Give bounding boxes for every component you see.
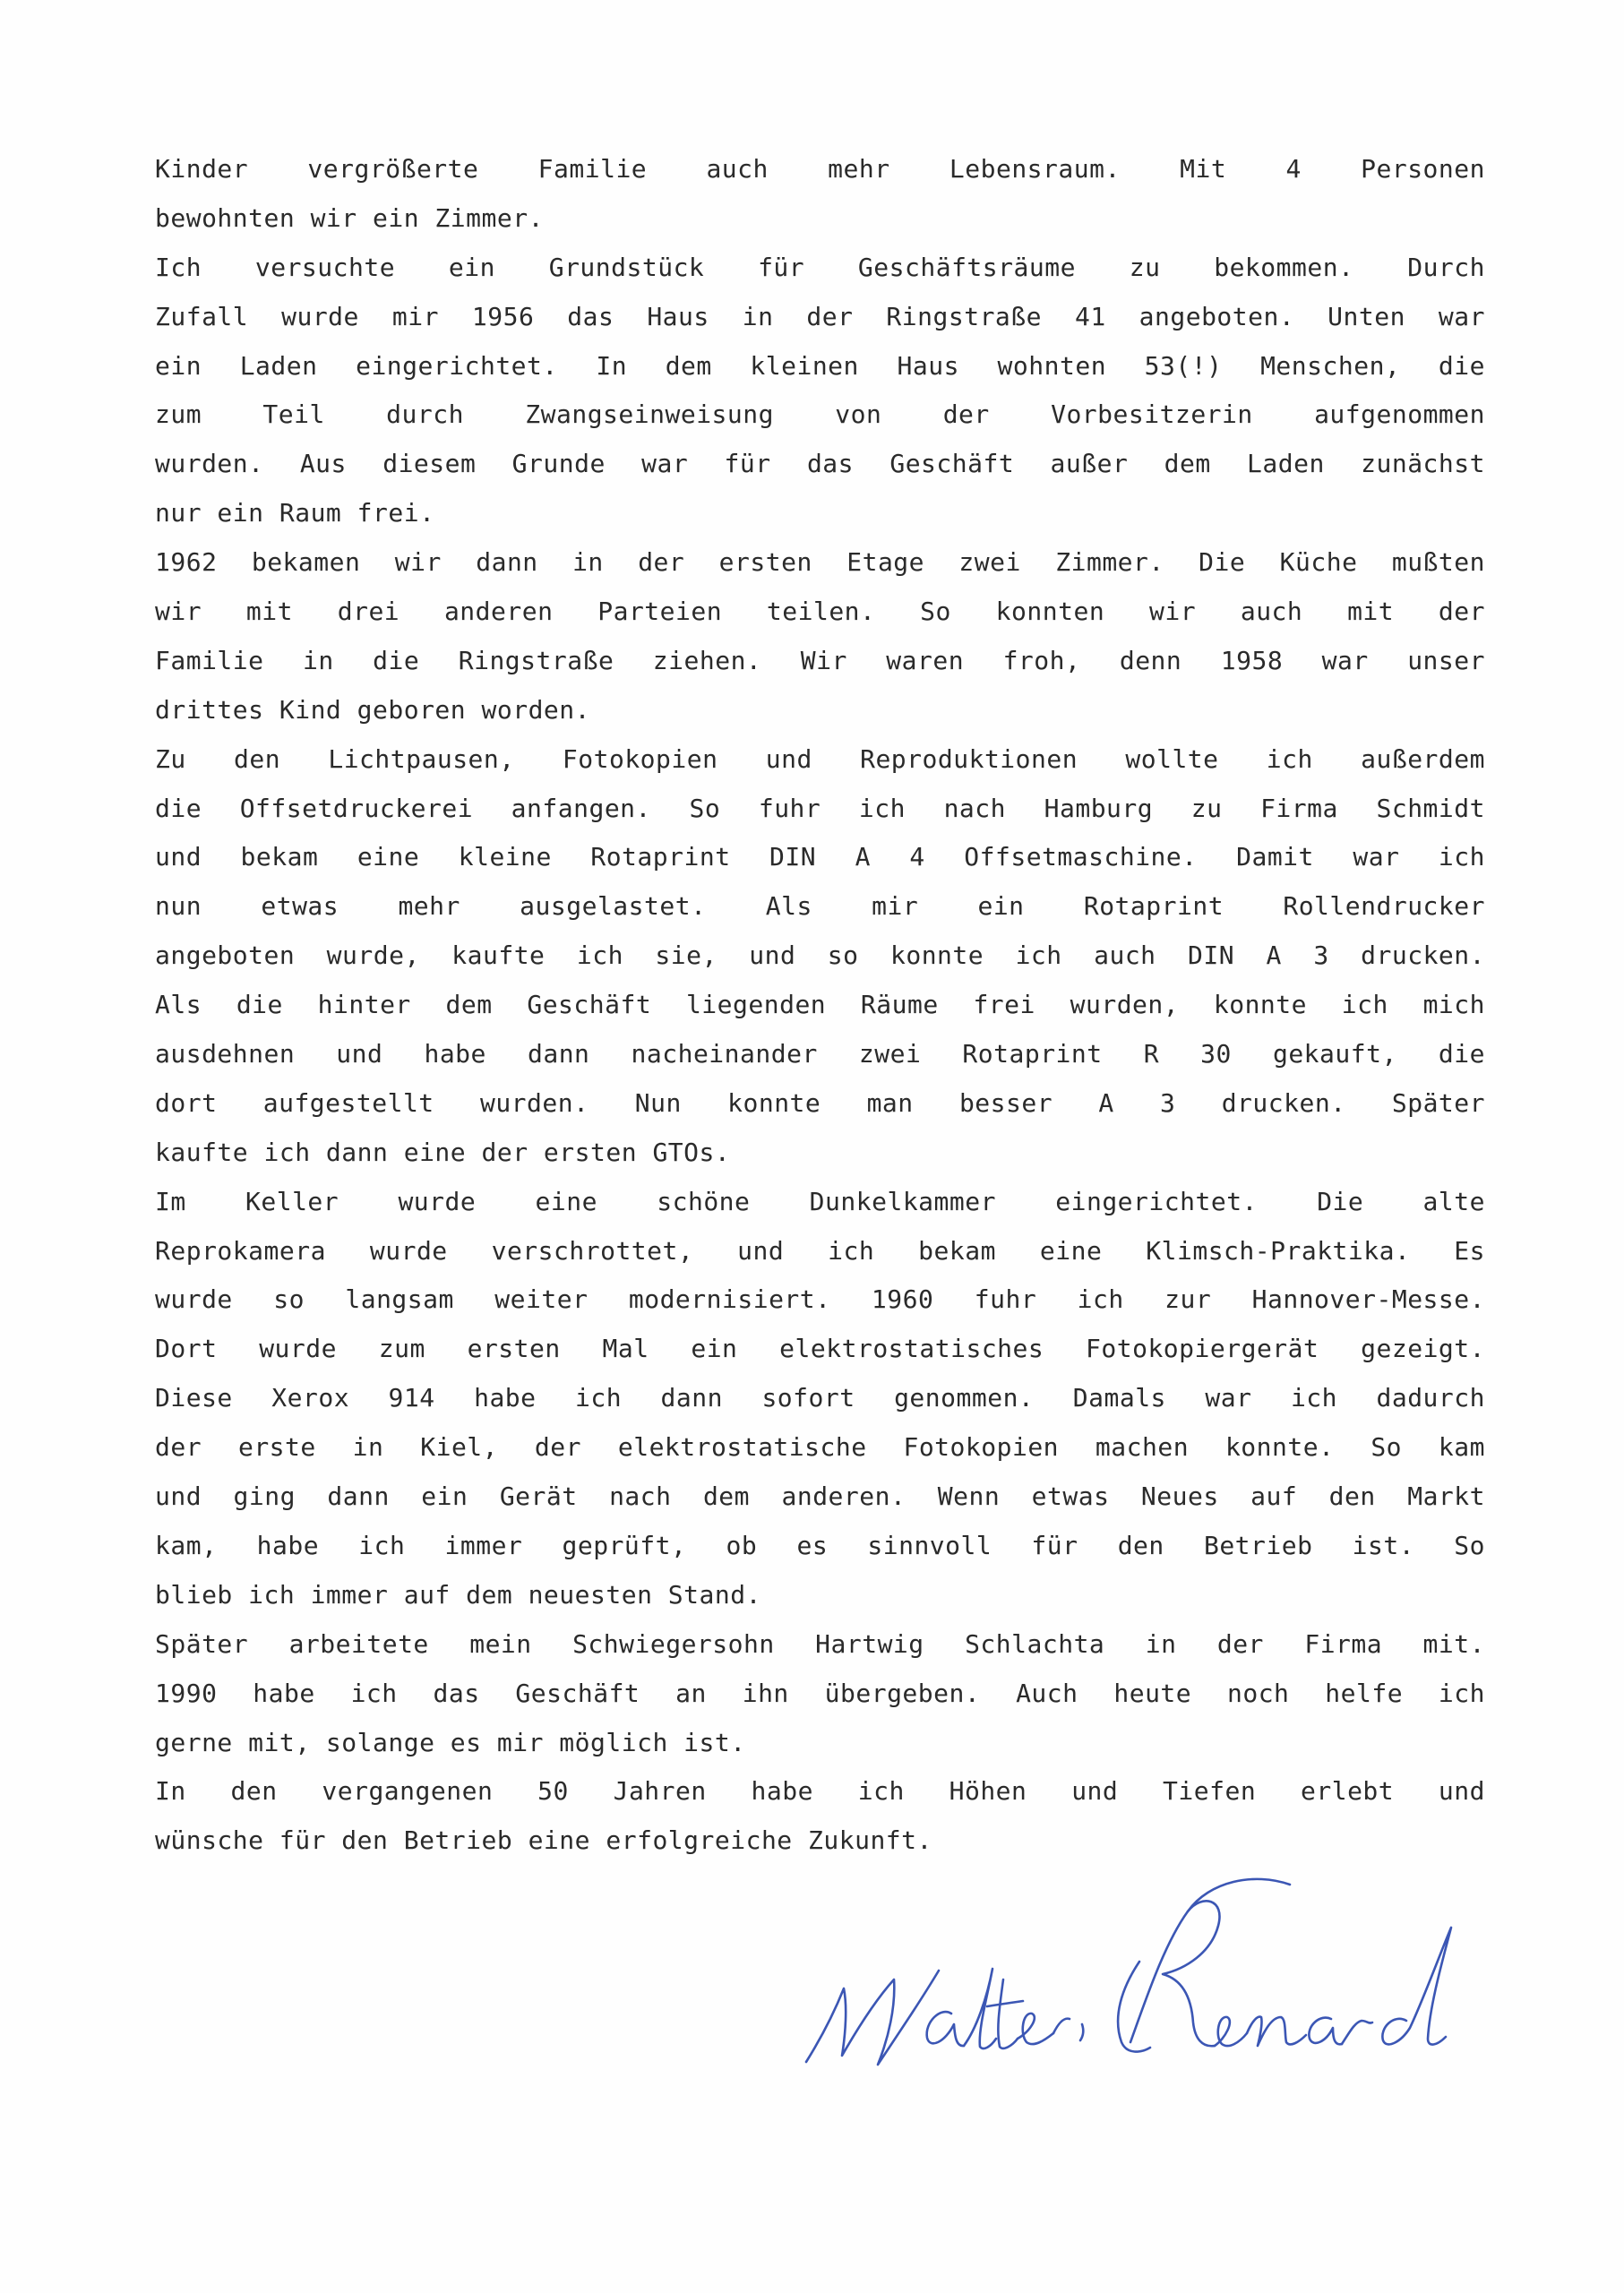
- text-line: die Offsetdruckerei anfangen. So fuhr ich nach Hamburg zu Firma Schmidt: [155, 793, 1485, 823]
- text-line: blieb ich immer auf dem neuesten Stand.: [155, 1579, 761, 1610]
- text-line: kam, habe ich immer geprüft, ob es sinnvoll für den Betrieb ist. So: [155, 1530, 1485, 1560]
- text-line: Später arbeitete mein Schwiegersohn Hartwig Schlachta in der Firma mit.: [155, 1628, 1485, 1659]
- handwritten-signature: [788, 1863, 1505, 2078]
- text-line: Als die hinter dem Geschäft liegenden Räume frei wurden, konnte ich mich: [155, 990, 1485, 1020]
- text-line: gerne mit, solange es mir möglich ist.: [155, 1727, 746, 1757]
- text-line: Zufall wurde mir 1956 das Haus in der Ringstraße 41 angeboten. Unten war: [155, 301, 1485, 331]
- text-line: wurden. Aus diesem Grunde war für das Geschäft außer dem Laden zunächst: [155, 449, 1485, 479]
- text-line: Im Keller wurde eine schöne Dunkelkammer eingerichtet. Die alte: [155, 1186, 1485, 1216]
- text-line: 1962 bekamen wir dann in der ersten Etage zwei Zimmer. Die Küche mußten: [155, 547, 1485, 578]
- text-line: wünsche für den Betrieb eine erfolgreiche Zukunft.: [155, 1825, 932, 1856]
- text-line: ein Laden eingerichtet. In dem kleinen Haus wohnten 53(!) Menschen, die: [155, 350, 1485, 381]
- text-line: wurde so langsam weiter modernisiert. 1960 fuhr ich zur Hannover-Messe.: [155, 1284, 1485, 1315]
- text-line: Diese Xerox 914 habe ich dann sofort genommen. Damals war ich dadurch: [155, 1383, 1485, 1413]
- text-line: drittes Kind geboren worden.: [155, 694, 591, 725]
- text-line: und ging dann ein Gerät nach dem anderen. Wenn etwas Neues auf den Markt: [155, 1481, 1485, 1512]
- text-line: Zu den Lichtpausen, Fotokopien und Reproduktionen wollte ich außerdem: [155, 743, 1485, 774]
- text-line: bewohnten wir ein Zimmer.: [155, 202, 544, 233]
- text-line: 1990 habe ich das Geschäft an ihn übergeben. Auch heute noch helfe ich: [155, 1678, 1485, 1708]
- text-line: Ich versuchte ein Grundstück für Geschäftsräume zu bekommen. Durch: [155, 252, 1485, 282]
- text-line: In den vergangenen 50 Jahren habe ich Höhen und Tiefen erlebt und: [155, 1776, 1485, 1807]
- text-line: nun etwas mehr ausgelastet. Als mir ein Rotaprint Rollendrucker: [155, 891, 1485, 922]
- text-line: Familie in die Ringstraße ziehen. Wir waren froh, denn 1958 war unser: [155, 645, 1485, 675]
- text-line: ausdehnen und habe dann nacheinander zwei Rotaprint R 30 gekauft, die: [155, 1039, 1485, 1069]
- text-line: Kinder vergrößerte Familie auch mehr Lebensraum. Mit 4 Personen: [155, 154, 1485, 184]
- text-line: und bekam eine kleine Rotaprint DIN A 4 Offsetmaschine. Damit war ich: [155, 842, 1485, 872]
- text-line: Reprokamera wurde verschrottet, und ich bekam eine Klimsch-Praktika. Es: [155, 1235, 1485, 1266]
- text-line: wir mit drei anderen Parteien teilen. So konnten wir auch mit der: [155, 597, 1485, 627]
- text-line: zum Teil durch Zwangseinweisung von der Vorbesitzerin aufgenommen: [155, 399, 1485, 430]
- text-line: dort aufgestellt wurden. Nun konnte man besser A 3 drucken. Später: [155, 1087, 1485, 1118]
- text-line: angeboten wurde, kaufte ich sie, und so konnte ich auch DIN A 3 drucken.: [155, 940, 1485, 971]
- text-line: der erste in Kiel, der elektrostatische Fotokopien machen konnte. So kam: [155, 1432, 1485, 1463]
- text-line: nur ein Raum frei.: [155, 498, 435, 528]
- text-line: Dort wurde zum ersten Mal ein elektrostatisches Fotokopiergerät gezeigt.: [155, 1334, 1485, 1364]
- text-line: kaufte ich dann eine der ersten GTOs.: [155, 1137, 731, 1167]
- letter-body: [155, 145, 1485, 1866]
